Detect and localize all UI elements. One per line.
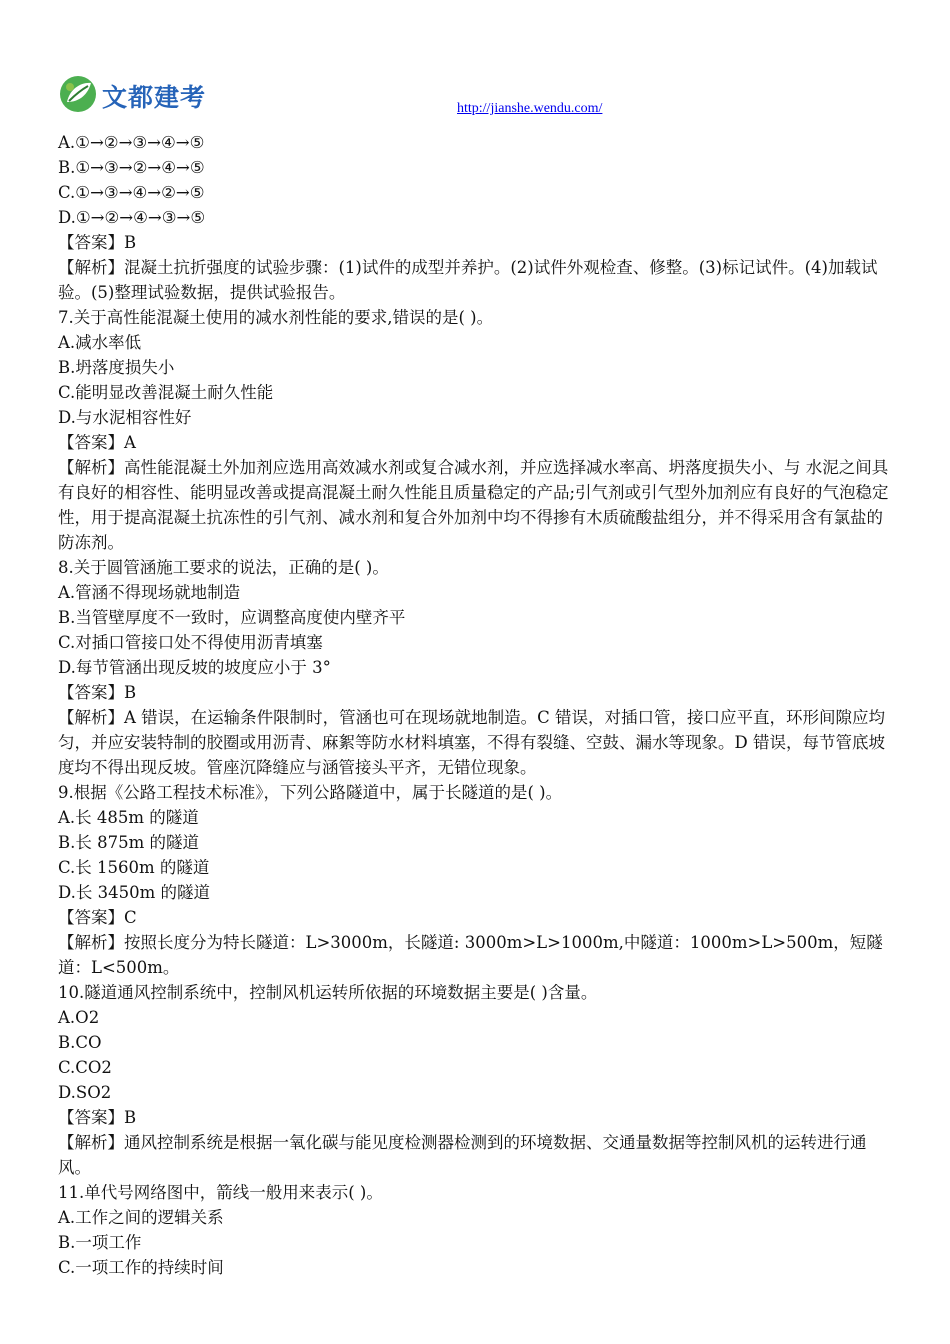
text-line: D.①→②→④→③→⑤ bbox=[58, 208, 206, 227]
text-line: 【答案】C bbox=[58, 908, 137, 927]
text-line: 10.隧道通风控制系统中，控制风机运转所依据的环境数据主要是( )含量。 bbox=[58, 983, 598, 1002]
text-line: A.长 485m 的隧道 bbox=[58, 808, 199, 827]
text-line: 【答案】B bbox=[58, 233, 137, 252]
site-url-link[interactable]: http://jianshe.wendu.com/ bbox=[457, 101, 603, 116]
text-line: 【答案】A bbox=[58, 433, 136, 452]
explanation-paragraph: 【解析】通风控制系统是根据一氧化碳与能见度检测器检测到的环境数据、交通量数据等控制风机的运转进行通风。 bbox=[58, 1133, 867, 1177]
text-line: A.工作之间的逻辑关系 bbox=[58, 1208, 224, 1227]
explanation-paragraph: 【解析】高性能混凝土外加剂应选用高效减水剂或复合减水剂，并应选择减水率高、坍落度损失小、与 水泥之间具有良好的相容性、能明显改善或提高混凝土耐久性能且质量稳定的产品;引气剂或引气型外加剂应有良好的气泡稳定性，用于提高混凝土抗冻性的引气剂、减水剂和复合外加剂中均不得掺有木质硫酸盐组分，并不得采用含有氯盐的防冻剂。 bbox=[58, 458, 889, 552]
text-line: D.每节管涵出现反坡的坡度应小于 3° bbox=[58, 658, 331, 677]
text-line: B.CO bbox=[58, 1033, 102, 1052]
text-line: D.SO2 bbox=[58, 1083, 112, 1102]
logo[interactable] bbox=[58, 74, 206, 118]
page-header bbox=[0, 0, 950, 130]
text-line: 【答案】B bbox=[58, 683, 137, 702]
text-line: C.CO2 bbox=[58, 1058, 112, 1077]
text-line: C.长 1560m 的隧道 bbox=[58, 858, 210, 877]
text-line: 【答案】B bbox=[58, 1108, 137, 1127]
document-body bbox=[58, 130, 898, 1280]
text-line: B.一项工作 bbox=[58, 1233, 142, 1252]
text-line: D.与水泥相容性好 bbox=[58, 408, 192, 427]
leaf-logo-icon bbox=[58, 74, 98, 118]
text-line: D.长 3450m 的隧道 bbox=[58, 883, 211, 902]
text-line: C.一项工作的持续时间 bbox=[58, 1258, 224, 1277]
text-line: 8.关于圆管涵施工要求的说法，正确的是( )。 bbox=[58, 558, 389, 577]
text-line: A.①→②→③→④→⑤ bbox=[58, 133, 205, 152]
text-line: B.坍落度损失小 bbox=[58, 358, 175, 377]
text-line: C.①→③→④→②→⑤ bbox=[58, 183, 205, 202]
text-line: A.O2 bbox=[58, 1008, 100, 1027]
explanation-paragraph: 【解析】按照长度分为特长隧道：L>3000m，长隧道: 3000m>L>1000m,中隧道：1000m>L>500m，短隧道：L<500m。 bbox=[58, 933, 883, 977]
text-line: C.能明显改善混凝土耐久性能 bbox=[58, 383, 274, 402]
text-line: B.当管壁厚度不一致时，应调整高度使内壁齐平 bbox=[58, 608, 406, 627]
explanation-paragraph: 【解析】A 错误，在运输条件限制时，管涵也可在现场就地制造。C 错误，对插口管，接口应平直，环形间隙应均匀，并应安装特制的胶圈或用沥青、麻絮等防水材料填塞，不得有裂缝、空鼓、漏水等现象。D 错误，每节管底坡度均不得出现反坡。管座沉降缝应与涵管接头平齐，无错位现象。 bbox=[58, 708, 886, 777]
text-line: 9.根据《公路工程技术标准》，下列公路隧道中，属于长隧道的是( )。 bbox=[58, 783, 563, 802]
text-line: 7.关于高性能混凝土使用的减水剂性能的要求,错误的是( )。 bbox=[58, 308, 494, 327]
explanation-paragraph: 【解析】混凝土抗折强度的试验步骤：(1)试件的成型并养护。(2)试件外观检查、修整。(3)标记试件。(4)加载试验。(5)整理试验数据，提供试验报告。 bbox=[58, 258, 878, 302]
text-line: 11.单代号网络图中，箭线一般用来表示( )。 bbox=[58, 1183, 383, 1202]
text-line: A.管涵不得现场就地制造 bbox=[58, 583, 241, 602]
text-line: C.对插口管接口处不得使用沥青填塞 bbox=[58, 633, 323, 652]
text-line: B.长 875m 的隧道 bbox=[58, 833, 199, 852]
logo-text: 文都建考 bbox=[102, 83, 207, 112]
text-line: B.①→③→②→④→⑤ bbox=[58, 158, 205, 177]
text-line: A.减水率低 bbox=[58, 333, 142, 352]
